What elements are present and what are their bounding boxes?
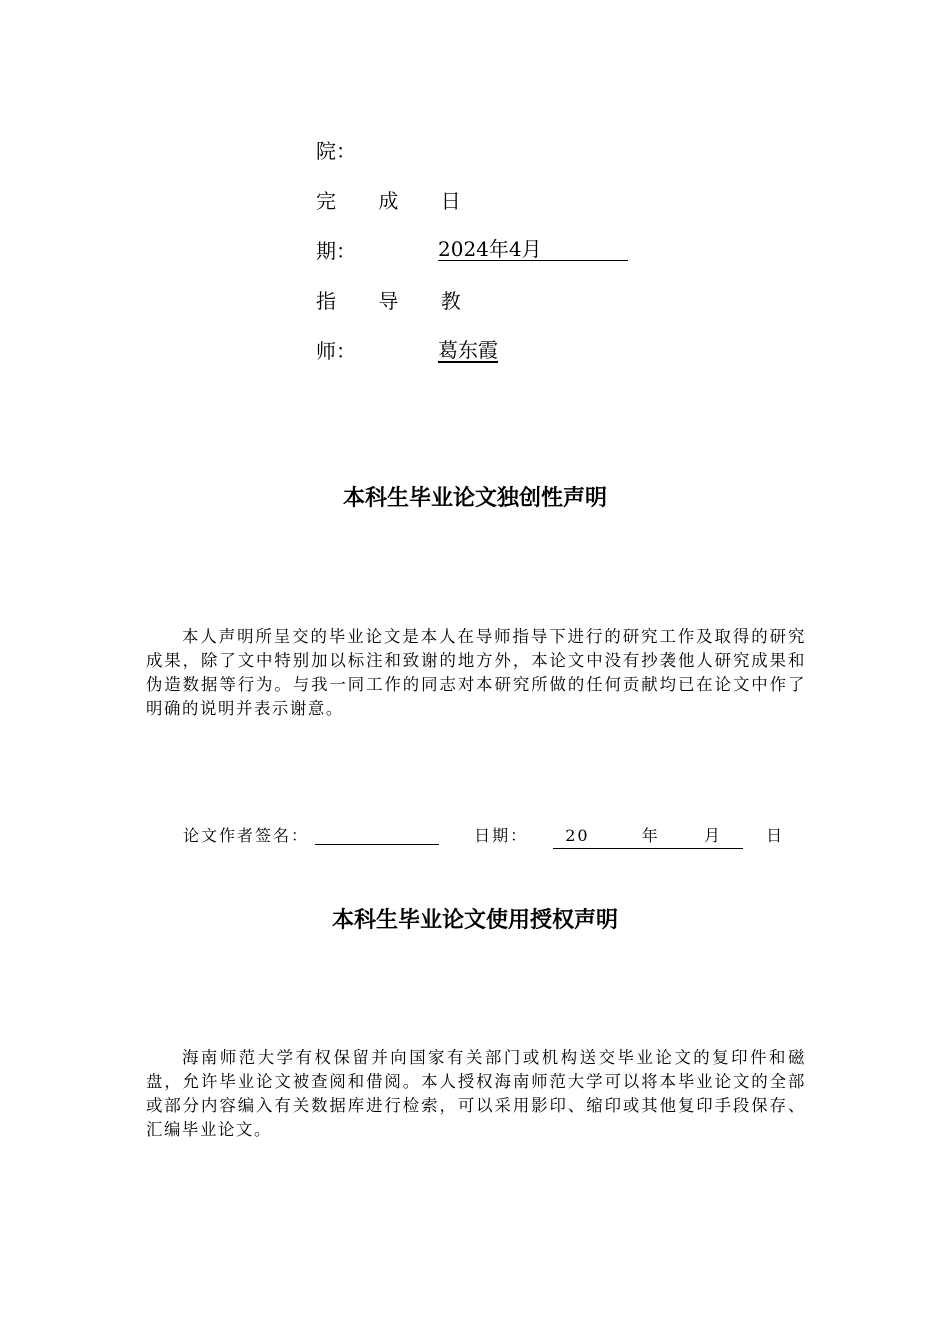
completion-date-text: 2024年4月 (438, 238, 628, 261)
completion-date-label-line2: 期： (316, 239, 356, 263)
originality-title: 本科生毕业论文独创性声明 (342, 486, 607, 511)
signature-date-field[interactable] (553, 824, 785, 849)
signature-row (183, 824, 785, 849)
advisor-name: 葛东霞 (438, 338, 498, 362)
college-label: 院： (316, 139, 356, 163)
date-month-unit: 月 (703, 826, 722, 845)
advisor-label-line2: 师： (316, 339, 356, 363)
date-year-prefix: 20 (565, 826, 590, 845)
completion-date-label-line1: 完 成 日 (316, 189, 479, 213)
date-day-unit: 日 (766, 826, 785, 845)
signature-date-label: 日期： (474, 826, 529, 845)
author-signature-label: 论文作者签名： (183, 826, 310, 845)
author-signature-blank[interactable] (315, 826, 439, 845)
authorization-title: 本科生毕业论文使用授权声明 (331, 908, 618, 933)
originality-body: 本人声明所呈交的毕业论文是本人在导师指导下进行的研究工作及取得的研究成果，除了文中特别加以标注和致谢的地方外，本论文中没有抄袭他人研究成果和伪造数据等行为。与我一同工作的同志对本研究所做的任何贡献均已在论文中作了明确的说明并表示谢意。 (146, 627, 806, 718)
date-year-unit: 年 (641, 826, 660, 845)
authorization-body: 海南师范大学有权保留并向国家有关部门或机构送交毕业论文的复印件和磁盘，允许毕业论文被查阅和借阅。本人授权海南师范大学可以将本毕业论文的全部或部分内容编入有关数据库进行检索，可以采用影印、缩印或其他复印手段保存、汇编毕业论文。 (146, 1048, 806, 1139)
advisor-label-line1: 指 导 教 (316, 289, 479, 313)
completion-date-value (438, 237, 628, 261)
